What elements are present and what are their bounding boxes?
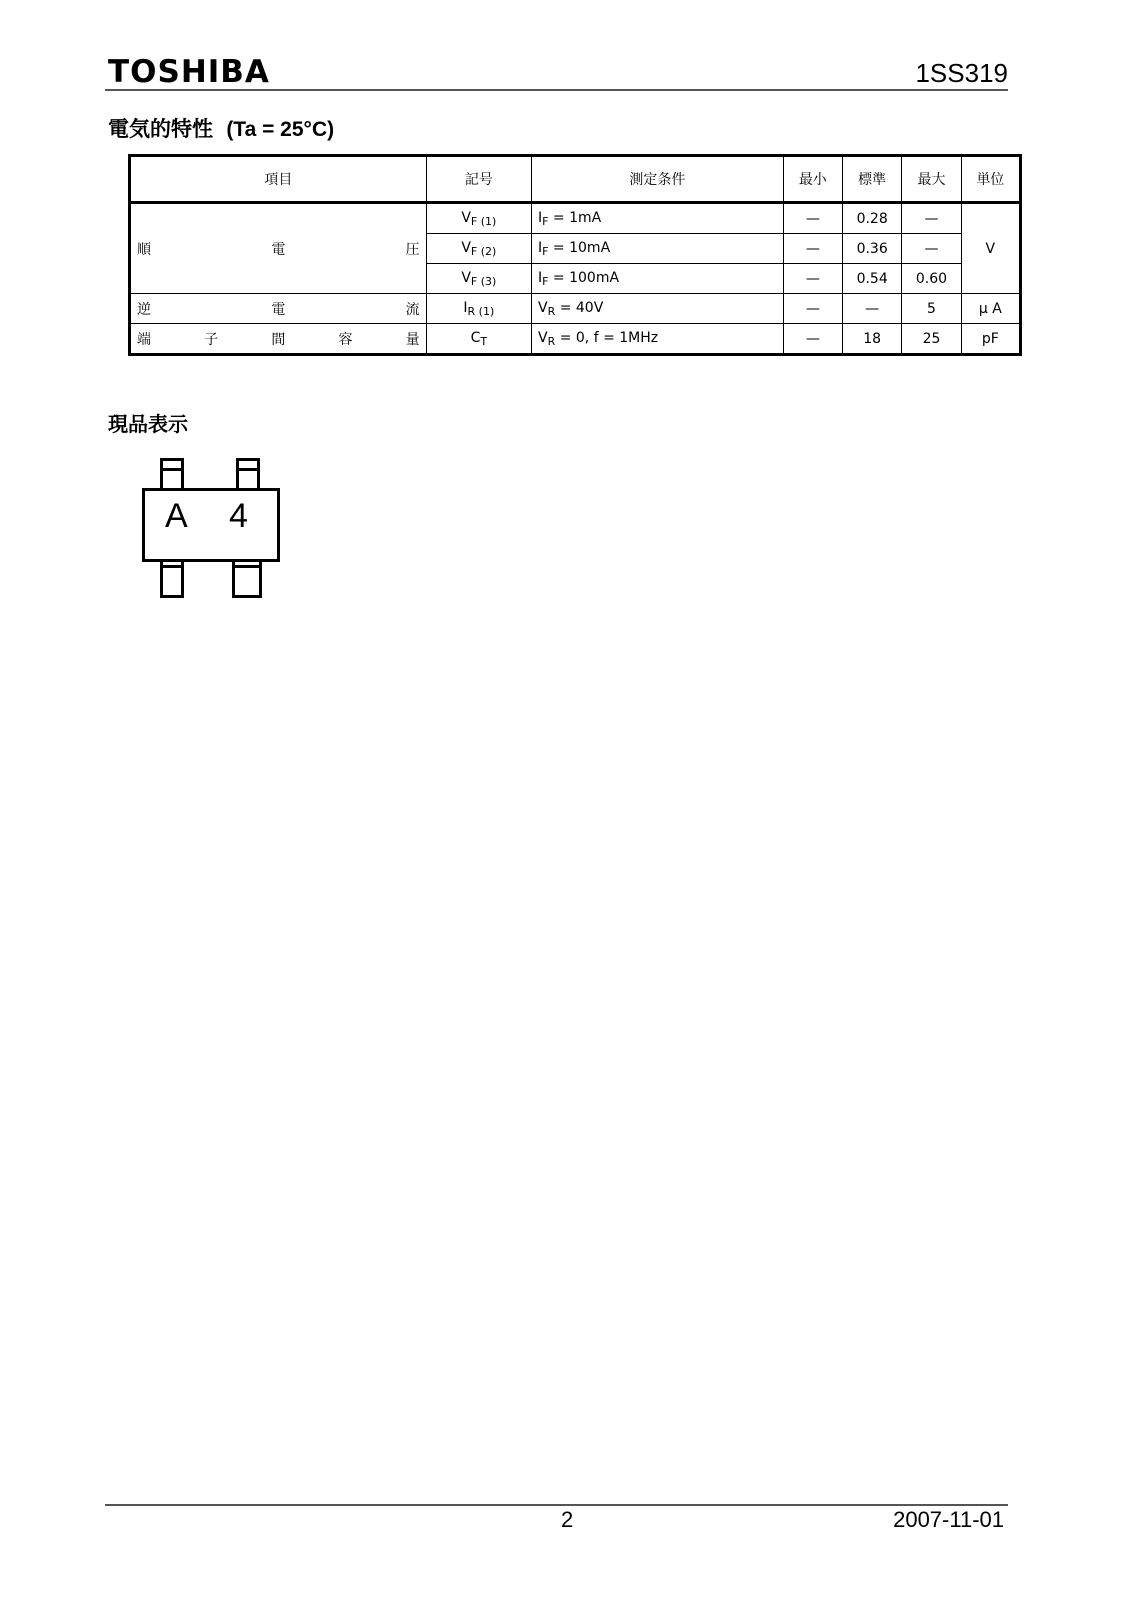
symbol-cell: $I_{R (1)}$ (426, 294, 531, 324)
item-char: 流 (405, 301, 420, 318)
item-char: 電 (271, 301, 286, 318)
item-char: 圧 (405, 241, 420, 258)
symbol-cell: $C_T$ (426, 324, 531, 355)
item-char: 電 (271, 241, 286, 258)
item-reverse-current (130, 294, 427, 324)
min-cell: — (783, 294, 842, 324)
col-header-typ: 標準 (842, 156, 901, 203)
company-logo: TOSHIBA (108, 54, 270, 90)
item-char: 順 (137, 241, 151, 258)
max-cell: 0.60 (902, 264, 961, 294)
max-cell: — (902, 203, 961, 234)
unit-cell: μ A (961, 294, 1020, 324)
item-char: 量 (405, 331, 420, 348)
min-cell: — (783, 203, 842, 234)
marking-char: A (165, 497, 188, 535)
condition-cell: $I_F = 100mA$ (532, 264, 784, 294)
typ-cell: 0.36 (842, 234, 901, 264)
bottom-right-lead (232, 556, 262, 598)
header-rule (105, 89, 1008, 91)
symbol-cell: $V_{F (3)}$ (426, 264, 531, 294)
max-cell: 5 (902, 294, 961, 324)
electrical-section-title (108, 113, 334, 143)
document-date: 2007-11-01 (893, 1507, 1004, 1532)
unit-cell: pF (961, 324, 1020, 355)
item-char: 子 (204, 331, 219, 348)
col-header-unit: 単位 (961, 156, 1020, 203)
col-header-max: 最大 (902, 156, 961, 203)
max-cell: — (902, 234, 961, 264)
electrical-characteristics-table (128, 154, 1022, 356)
unit-cell: V (961, 203, 1020, 294)
condition-cell: $I_F = 1mA$ (532, 203, 784, 234)
item-char: 逆 (137, 301, 151, 318)
part-number: 1SS319 (915, 58, 1008, 88)
condition-cell: $V_R = 0$, f = 1MHz (532, 324, 784, 355)
item-forward-voltage (130, 203, 427, 294)
bottom-left-lead (160, 556, 184, 598)
page-number: 2 (561, 1507, 574, 1532)
package-body (142, 488, 280, 562)
condition-cell: $V_R = 40V$ (532, 294, 784, 324)
table-row (130, 294, 1021, 324)
typ-cell: — (842, 294, 901, 324)
table-row (130, 203, 1021, 234)
table-header-row (130, 156, 1021, 203)
item-char: 容 (338, 331, 353, 348)
symbol-cell: $V_{F (2)}$ (426, 234, 531, 264)
col-header-item: 項目 (130, 156, 427, 203)
table-row (130, 324, 1021, 355)
marking-section-title: 現品表示 (108, 412, 188, 436)
footer-rule (105, 1504, 1008, 1506)
min-cell: — (783, 234, 842, 264)
item-char: 端 (137, 331, 151, 348)
item-capacitance (130, 324, 427, 355)
section-condition: (Ta = 25°C) (226, 118, 335, 141)
symbol-cell: $V_{F (1)}$ (426, 203, 531, 234)
condition-cell: $I_F = 10mA$ (532, 234, 784, 264)
section-title-text: 電気的特性 (108, 117, 213, 141)
col-header-symbol: 記号 (426, 156, 531, 203)
item-char: 間 (271, 331, 286, 348)
col-header-min: 最小 (783, 156, 842, 203)
marking-char: 4 (229, 497, 248, 535)
max-cell: 25 (902, 324, 961, 355)
min-cell: — (783, 264, 842, 294)
min-cell: — (783, 324, 842, 355)
typ-cell: 0.28 (842, 203, 901, 234)
typ-cell: 0.54 (842, 264, 901, 294)
typ-cell: 18 (842, 324, 901, 355)
col-header-condition: 測定条件 (532, 156, 784, 203)
